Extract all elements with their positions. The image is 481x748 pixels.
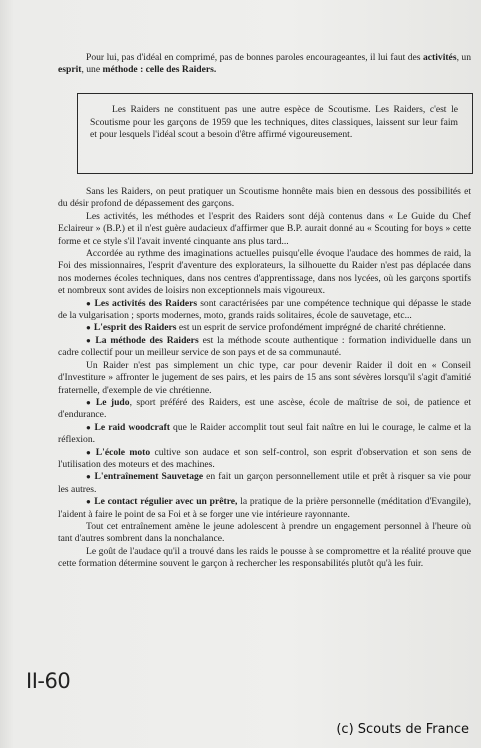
paragraph-esprit [58, 322, 471, 334]
intro-bold-esprit: esprit [58, 64, 82, 76]
bullet-icon: ● [86, 335, 93, 345]
paragraph-activites [58, 298, 471, 323]
bullet-icon: ● [86, 422, 92, 432]
intro-text-2: , un [456, 52, 471, 63]
paragraph-investiture: Un Raider n'est pas simplement un chic type, car pour devenir Raider il doit en « Conseil d'Investiture » affronter le jugement de ses pairs, et les pairs de 15 ans sont sévères lorsqu'il s'agit d'amitié fraternelle, d'exemple de vie chrétienne. [58, 359, 471, 396]
intro-bold-activites: activités [422, 52, 457, 63]
page-number: II-60 [26, 669, 71, 693]
paragraph-audace: Le goût de l'audace qu'il a trouvé dans les raids le pousse à se compromettre et la réalité prouve que cette formation détermine souvent le garçon à rechercher les responsabilités plutôt qu'à les fuir. [58, 545, 471, 570]
heading-moto: L'école moto [95, 446, 151, 458]
paragraph-3: Accordée au rythme des imaginations actuelles puisqu'elle évoque l'audace des hommes de raid, la Foi des missionnaires, l'esprit d'aventure des explorateurs, la silhouette du Raider n'est pas déplacée dans nos modernes écoles techniques, dans nos centres d'apprentissage, dans nos lycées, où les garçons sportifs et nombreux sont avides de loisirs non exceptionnels mais vigoureux. [58, 248, 471, 297]
bullet-icon: ● [86, 447, 93, 457]
body-text [58, 186, 471, 571]
bullet-icon: ● [86, 298, 92, 308]
framed-statement-text: Les Raiders ne constituent pas une autre espèce de Scoutisme. Les Raiders, c'est le Scoutisme pour les garçons de 1959 que les techniques, dites classiques, laissent sur leur faim et pour lesquels l'idéal scout a besoin d'être affirmé vigoureusement. [90, 104, 458, 141]
paragraph-methode [58, 335, 471, 360]
paragraph-pretre [58, 496, 471, 521]
intro-text: Pour lui, pas d'idéal en comprimé, pas de bonnes paroles encourageantes, il lui faut des [86, 52, 423, 63]
heading-pretre: Le contact régulier avec un prêtre, [94, 496, 238, 508]
bullet-icon: ● [86, 323, 91, 333]
heading-raid: Le raid woodcraft [94, 421, 170, 433]
heading-methode: La méthode des Raiders [95, 334, 199, 346]
intro-bold-methode: méthode : celle des Raiders. [102, 64, 217, 76]
heading-esprit: L'esprit des Raiders [93, 322, 177, 334]
intro-text-3: , une [81, 64, 103, 76]
text-judo: , sport préféré des Raiders, est une ascèse, école de maîtrise de soi, de patience et d'endurance. [58, 396, 472, 421]
bullet-icon: ● [86, 497, 92, 507]
text-pretre: la pratique de la prière personnelle (méditation d'Evangile), l'aident à faire le point de sa Foi et à se forger une vie intérieure rayonnante. [58, 496, 471, 520]
paragraph-sauvetage [58, 471, 471, 496]
text-methode: est la méthode scoute authentique : formation individuelle dans un cadre collectif pour un meilleur service de son pays et de sa communauté. [58, 334, 471, 359]
text-activites: sont caractérisées par une compétence technique qui dépasse le stade de la vulgarisation ; sports modernes, moto, grands raids solitaires, école de sauvetage, etc... [58, 297, 471, 322]
text-raid: que le Raider accomplit tout seul fait naître en lui le courage, le calme et la réflexion. [58, 421, 471, 446]
text-moto: cultive son audace et son self-control, son esprit d'observation et son sens de l'utilisation des moteurs et des machines. [58, 446, 471, 470]
text-sauvetage: en fait un garçon personnellement utile et prêt à risquer sa vie pour les autres. [58, 471, 471, 495]
intro-paragraph [58, 52, 471, 77]
bullet-icon: ● [86, 397, 93, 407]
paragraph-1: Sans les Raiders, on peut pratiquer un Scoutisme honnête mais bien en dessous des possibilités et du désir profond de dépassement des garçons. [58, 186, 471, 210]
paragraph-2: Les activités, les méthodes et l'esprit des Raiders sont déjà contenus dans « Le Guide du Chef Eclaireur » (B.P.) et il n'est guère audacieux d'affirmer que B.P. aurait donné au « Scouting for boys » cette forme et ce style s'il l'avait inventé cinquante ans plus tard... [58, 210, 471, 247]
heading-sauvetage: L'entraînement Sauvetage [94, 471, 204, 483]
paragraph-moto [58, 447, 471, 472]
paragraph-raid [58, 422, 471, 447]
bullet-icon: ● [86, 472, 92, 482]
framed-statement-box [77, 93, 473, 174]
paragraph-judo [58, 397, 471, 422]
copyright-watermark: (c) Scouts de France [336, 722, 469, 737]
heading-activites: Les activités des Raiders [94, 297, 198, 309]
paragraph-engagement: Tout cet entraînement amène le jeune adolescent à prendre un engagement personnel à l'heure où tant d'autres sombrent dans la nonchalance. [58, 520, 471, 545]
heading-judo: Le judo [95, 396, 130, 408]
text-esprit: est un esprit de service profondément imprégné de charité chrétienne. [176, 322, 446, 334]
